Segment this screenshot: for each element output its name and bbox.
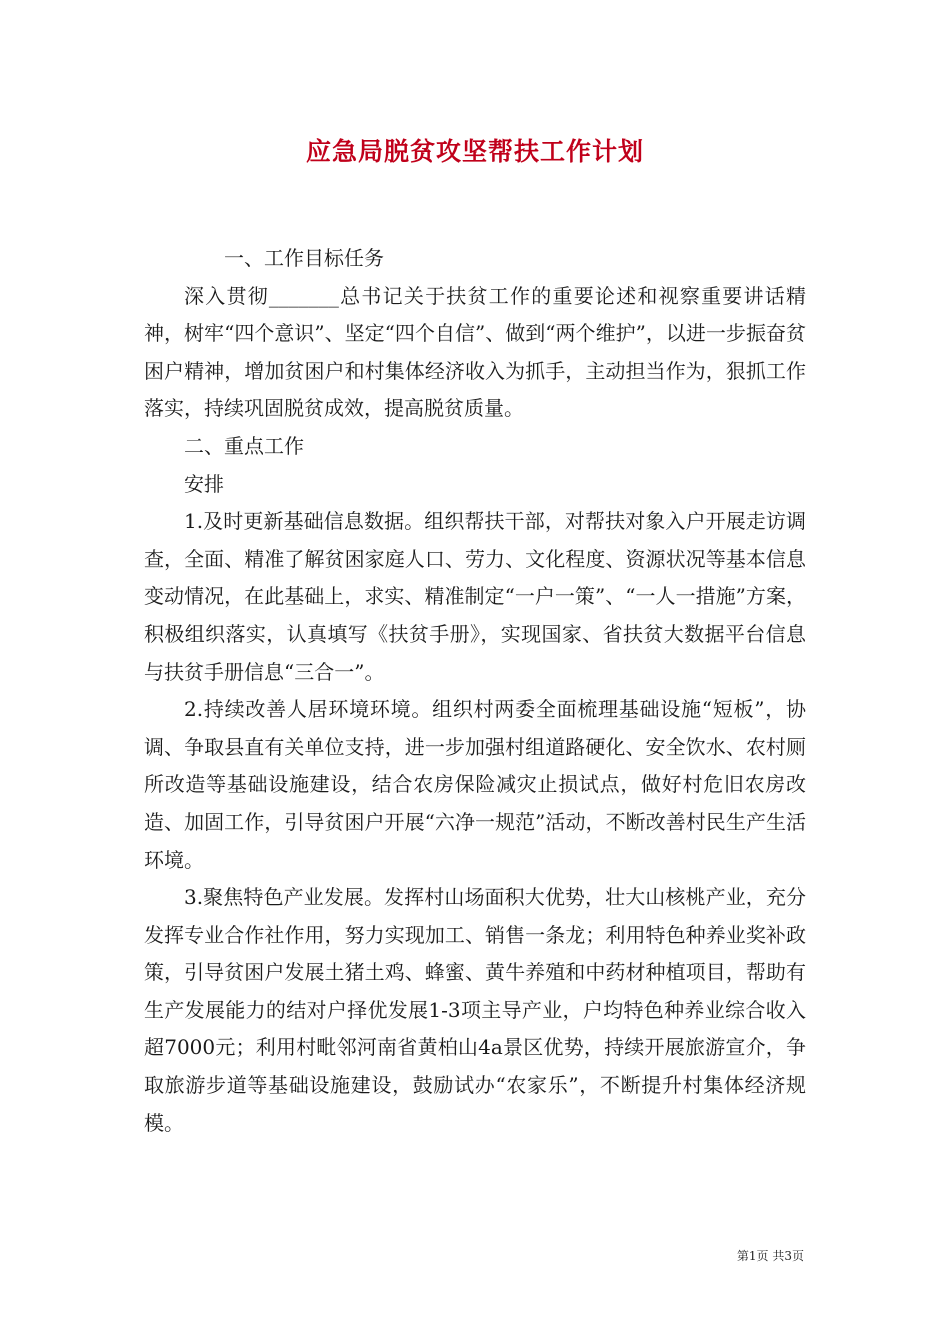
paragraph-item-3: 3.聚焦特色产业发展。发挥村山场面积大优势，壮大山核桃产业，充分发挥专业合作社作用，努力实现加工、销售一条龙；利用特色种养业奖补政策，引导贫困户发展土猪土鸡、蜂蜜、黄牛养殖和中药材种植项目，帮助有生产发展能力的结对户择优发展1-3项主导产业，户均特色种养业综合收入超7000元；利用村毗邻河南省黄柏山4a景区优势，持续开展旅游宣介，争取旅游步道等基础设施建设，鼓励试办“农家乐”，不断提升村集体经济规模。 (144, 885, 806, 1135)
section-heading-goals: 一、工作目标任务 (224, 246, 384, 270)
paragraph-item-1: 1.及时更新基础信息数据。组织帮扶干部，对帮扶对象入户开展走访调查，全面、精准了解贫困家庭人口、劳力、文化程度、资源状况等基本信息变动情况，在此基础上，求实、精准制定“一户一策”、“一人一措施”方案，积极组织落实，认真填写《扶贫手册》，实现国家、省扶贫大数据平台信息与扶贫手册信息“三合一”。 (144, 509, 806, 684)
section-subheading-arrangement: 安排 (184, 471, 224, 496)
paragraph-goals: 深入贯彻_______总书记关于扶贫工作的重要论述和视察重要讲话精神，树牢“四个意识”、坚定“四个自信”、做到“两个维护”，以进一步振奋贫困户精神，增加贫困户和村集体经济收入为抓手，主动担当作为，狠抓工作落实，持续巩固脱贫成效，提高脱贫质量。 (144, 283, 806, 421)
document-body (144, 240, 806, 1142)
document-title: 应急局脱贫攻坚帮扶工作计划 (305, 137, 644, 166)
paragraph-item-2: 2.持续改善人居环境环境。组织村两委全面梳理基础设施“短板”，协调、争取县直有关单位支持，进一步加强村组道路硬化、安全饮水、农村厕所改造等基础设施建设，结合农房保险减灾止损试点，做好村危旧农房改造、加固工作，引导贫困户开展“六净一规范”活动，不断改善村民生产生活环境。 (144, 697, 806, 872)
page-number: 第1页 共3页 (736, 1249, 804, 1263)
section-heading-key-work: 二、重点工作 (184, 433, 304, 458)
